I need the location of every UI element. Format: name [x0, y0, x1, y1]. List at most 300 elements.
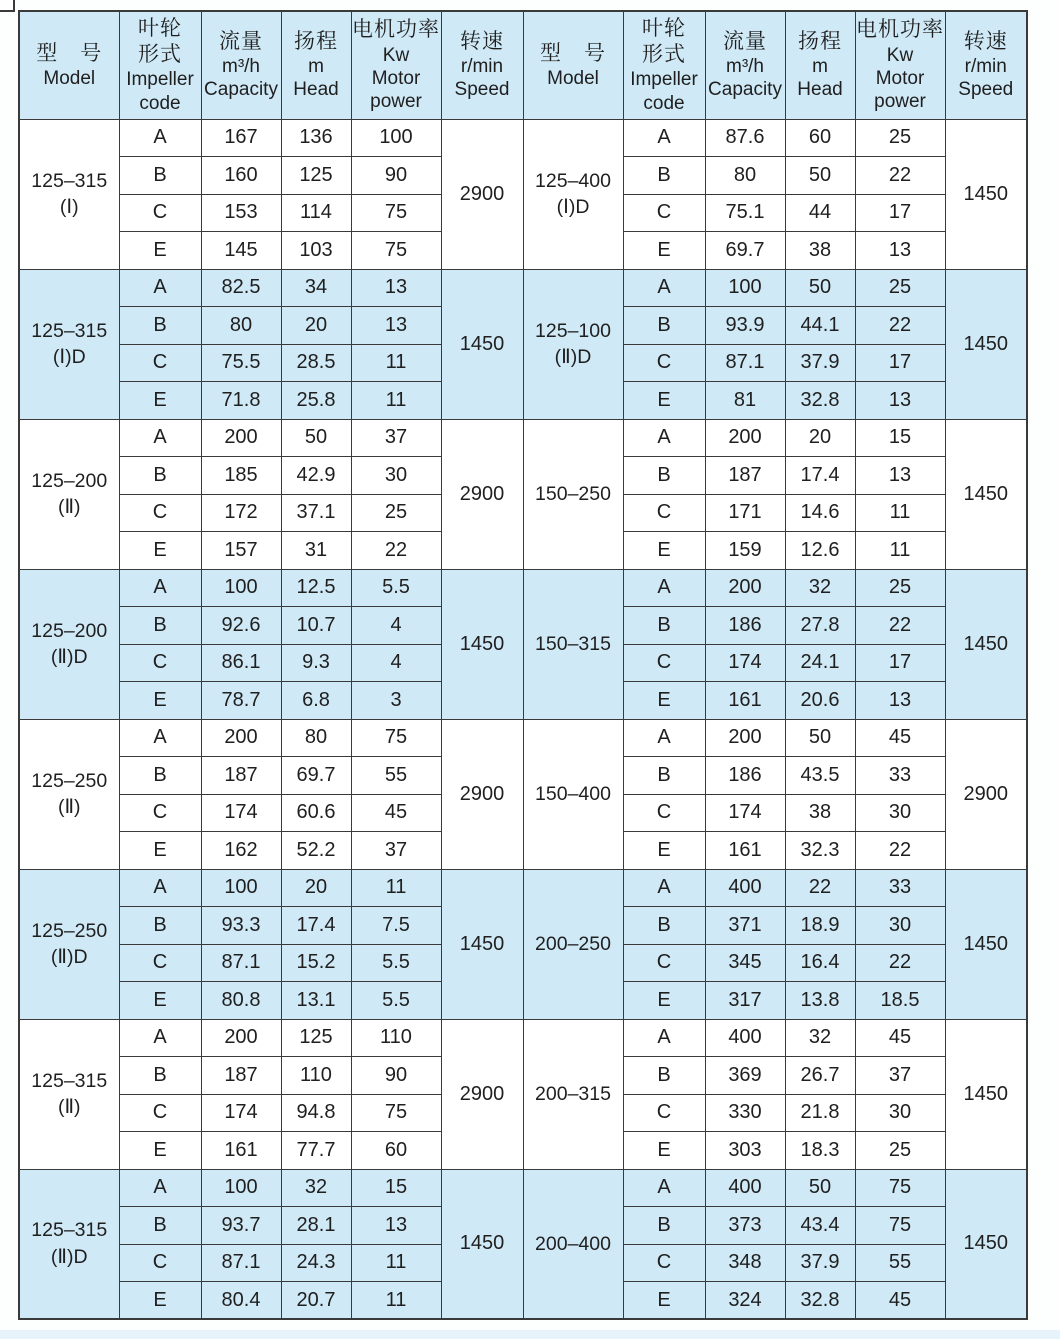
- capacity-cell: 187: [705, 457, 785, 495]
- head-cell: 80: [281, 719, 351, 757]
- header-model-zh: 型 号: [36, 41, 103, 65]
- table-row: [19, 269, 1027, 307]
- capacity-cell: 75.1: [705, 194, 785, 232]
- impeller-code-cell: A: [119, 119, 201, 157]
- impeller-code-cell: B: [623, 457, 705, 495]
- power-cell: 33: [855, 869, 945, 907]
- capacity-cell: 160: [201, 157, 281, 195]
- speed-cell-left: 2900: [441, 119, 523, 269]
- header-motor-power-en: power: [370, 90, 422, 112]
- impeller-code-cell: E: [119, 1282, 201, 1320]
- capacity-cell: 82.5: [201, 269, 281, 307]
- power-cell: 55: [855, 1244, 945, 1282]
- model-line: 125–250: [31, 919, 108, 942]
- impeller-code-cell: A: [623, 269, 705, 307]
- impeller-code-cell: C: [623, 1094, 705, 1132]
- model-cell-right: [523, 269, 623, 419]
- impeller-code-cell: B: [119, 907, 201, 945]
- header-model-zh: 型 号: [540, 41, 606, 65]
- speed-cell-left: 1450: [441, 569, 523, 719]
- header-speed: [441, 11, 523, 119]
- head-cell: 28.5: [281, 344, 351, 382]
- power-cell: 75: [855, 1207, 945, 1245]
- capacity-cell: 145: [201, 232, 281, 270]
- power-cell: 30: [351, 457, 441, 495]
- head-cell: 32: [785, 569, 855, 607]
- head-cell: 42.9: [281, 457, 351, 495]
- model-line: 150–250: [535, 482, 611, 505]
- head-cell: 20: [281, 307, 351, 345]
- model-line: 200–400: [535, 1232, 611, 1255]
- impeller-code-cell: E: [119, 982, 201, 1020]
- header-head: [785, 11, 855, 119]
- header-head-en: m: [812, 56, 828, 78]
- impeller-code-cell: A: [119, 1169, 201, 1207]
- model-cell-left: [19, 1019, 119, 1169]
- head-cell: 37.9: [785, 1244, 855, 1282]
- capacity-cell: 100: [705, 269, 785, 307]
- impeller-code-cell: A: [119, 1019, 201, 1057]
- table-row: [19, 569, 1027, 607]
- impeller-code-cell: E: [119, 1132, 201, 1170]
- head-cell: 34: [281, 269, 351, 307]
- model-line: 200–250: [535, 932, 611, 955]
- capacity-cell: 87.6: [705, 119, 785, 157]
- header-motor-power-en: Motor: [875, 67, 925, 89]
- impeller-code-cell: A: [623, 719, 705, 757]
- header-impeller-code-zh: 形式: [138, 43, 182, 67]
- impeller-code-cell: A: [623, 419, 705, 457]
- pump-spec-table: [18, 10, 1028, 1320]
- capacity-cell: 100: [201, 869, 281, 907]
- model-line: (Ⅰ): [59, 196, 79, 218]
- model-line: (Ⅰ)D: [556, 196, 590, 218]
- power-cell: 22: [855, 832, 945, 870]
- capacity-cell: 348: [705, 1244, 785, 1282]
- speed-cell-left: 1450: [441, 269, 523, 419]
- impeller-code-cell: C: [119, 644, 201, 682]
- model-cell-left: [19, 869, 119, 1019]
- table-header: [19, 11, 1027, 119]
- impeller-code-cell: C: [119, 344, 201, 382]
- model-line: (Ⅱ): [57, 796, 81, 818]
- head-cell: 20.7: [281, 1282, 351, 1320]
- header-impeller-code-en: code: [643, 92, 685, 114]
- head-cell: 24.1: [785, 644, 855, 682]
- speed-cell-right: 1450: [945, 869, 1027, 1019]
- header-impeller-code-zh: 叶轮: [642, 16, 686, 40]
- table-row: [19, 419, 1027, 457]
- power-cell: 25: [855, 269, 945, 307]
- power-cell: 100: [351, 119, 441, 157]
- power-cell: 30: [855, 794, 945, 832]
- table-row: [19, 719, 1027, 757]
- header-motor-power: [855, 11, 945, 119]
- power-cell: 13: [351, 269, 441, 307]
- head-cell: 12.6: [785, 532, 855, 570]
- model-cell-left: [19, 569, 119, 719]
- power-cell: 13: [855, 382, 945, 420]
- model-cell-left: [19, 1169, 119, 1319]
- speed-cell-left: 1450: [441, 869, 523, 1019]
- header-speed-en: Speed: [958, 79, 1014, 101]
- impeller-code-cell: A: [623, 569, 705, 607]
- power-cell: 13: [351, 307, 441, 345]
- header-capacity-en: m³/h: [222, 56, 260, 78]
- power-cell: 17: [855, 194, 945, 232]
- impeller-code-cell: C: [623, 494, 705, 532]
- capacity-cell: 81: [705, 382, 785, 420]
- capacity-cell: 87.1: [705, 344, 785, 382]
- header-speed-en: r/min: [964, 56, 1007, 78]
- capacity-cell: 87.1: [201, 944, 281, 982]
- power-cell: 110: [351, 1019, 441, 1057]
- impeller-code-cell: E: [623, 1132, 705, 1170]
- capacity-cell: 161: [705, 832, 785, 870]
- power-cell: 33: [855, 757, 945, 795]
- impeller-code-cell: A: [119, 269, 201, 307]
- power-cell: 22: [855, 157, 945, 195]
- capacity-cell: 400: [705, 1169, 785, 1207]
- model-cell-right: [523, 1169, 623, 1319]
- head-cell: 28.1: [281, 1207, 351, 1245]
- model-line: 125–200: [31, 469, 108, 492]
- table-row: [19, 1169, 1027, 1207]
- capacity-cell: 172: [201, 494, 281, 532]
- header-model-en: Model: [43, 67, 96, 89]
- impeller-code-cell: B: [119, 157, 201, 195]
- header-impeller-code-zh: 叶轮: [138, 16, 182, 40]
- model-cell-left: [19, 719, 119, 869]
- capacity-cell: 92.6: [201, 607, 281, 645]
- header-head: [281, 11, 351, 119]
- power-cell: 37: [351, 832, 441, 870]
- power-cell: 11: [351, 344, 441, 382]
- impeller-code-cell: E: [119, 382, 201, 420]
- capacity-cell: 93.7: [201, 1207, 281, 1245]
- header-motor-power-en: power: [874, 90, 926, 112]
- speed-cell-right: 1450: [945, 1019, 1027, 1169]
- impeller-code-cell: C: [119, 1094, 201, 1132]
- header-motor-power-en: Kw: [382, 44, 410, 66]
- impeller-code-cell: A: [119, 869, 201, 907]
- capacity-cell: 93.3: [201, 907, 281, 945]
- speed-cell-left: 2900: [441, 719, 523, 869]
- capacity-cell: 80: [201, 307, 281, 345]
- power-cell: 30: [855, 1094, 945, 1132]
- model-cell-right: [523, 569, 623, 719]
- power-cell: 55: [351, 757, 441, 795]
- power-cell: 45: [855, 1019, 945, 1057]
- head-cell: 44.1: [785, 307, 855, 345]
- capacity-cell: 186: [705, 757, 785, 795]
- header-row: [19, 11, 1027, 119]
- corner-notch: [0, 0, 15, 12]
- power-cell: 18.5: [855, 982, 945, 1020]
- header-capacity: [705, 11, 785, 119]
- head-cell: 32.3: [785, 832, 855, 870]
- capacity-cell: 174: [705, 794, 785, 832]
- speed-cell-right: 1450: [945, 569, 1027, 719]
- power-cell: 45: [351, 794, 441, 832]
- capacity-cell: 157: [201, 532, 281, 570]
- impeller-code-cell: E: [119, 232, 201, 270]
- power-cell: 37: [351, 419, 441, 457]
- header-motor-power-zh: 电机功率: [856, 18, 944, 42]
- head-cell: 18.3: [785, 1132, 855, 1170]
- capacity-cell: 200: [201, 1019, 281, 1057]
- impeller-code-cell: E: [623, 682, 705, 720]
- model-line: 125–315: [31, 1219, 108, 1242]
- head-cell: 37.1: [281, 494, 351, 532]
- power-cell: 30: [855, 907, 945, 945]
- header-motor-power-en: Motor: [371, 67, 421, 89]
- capacity-cell: 171: [705, 494, 785, 532]
- capacity-cell: 174: [201, 794, 281, 832]
- capacity-cell: 200: [705, 569, 785, 607]
- power-cell: 13: [855, 682, 945, 720]
- impeller-code-cell: E: [623, 832, 705, 870]
- header-capacity-zh: 流量: [219, 29, 263, 53]
- power-cell: 5.5: [351, 944, 441, 982]
- power-cell: 7.5: [351, 907, 441, 945]
- model-cell-right: [523, 869, 623, 1019]
- header-model-en: Model: [547, 67, 599, 89]
- impeller-code-cell: E: [623, 382, 705, 420]
- power-cell: 45: [855, 719, 945, 757]
- impeller-code-cell: C: [623, 194, 705, 232]
- head-cell: 16.4: [785, 944, 855, 982]
- head-cell: 20.6: [785, 682, 855, 720]
- impeller-code-cell: B: [623, 1057, 705, 1095]
- power-cell: 75: [351, 232, 441, 270]
- impeller-code-cell: B: [623, 907, 705, 945]
- impeller-code-cell: C: [119, 944, 201, 982]
- model-cell-right: [523, 419, 623, 569]
- head-cell: 13.8: [785, 982, 855, 1020]
- head-cell: 69.7: [281, 757, 351, 795]
- capacity-cell: 153: [201, 194, 281, 232]
- capacity-cell: 80.8: [201, 982, 281, 1020]
- impeller-code-cell: B: [119, 1057, 201, 1095]
- impeller-code-cell: B: [623, 1207, 705, 1245]
- power-cell: 11: [351, 1282, 441, 1320]
- model-line: (Ⅰ)D: [52, 346, 86, 368]
- model-line: 125–400: [535, 169, 611, 192]
- model-line: 125–250: [31, 769, 108, 792]
- capacity-cell: 373: [705, 1207, 785, 1245]
- power-cell: 17: [855, 644, 945, 682]
- head-cell: 31: [281, 532, 351, 570]
- speed-cell-left: 2900: [441, 419, 523, 569]
- head-cell: 18.9: [785, 907, 855, 945]
- power-cell: 11: [855, 494, 945, 532]
- impeller-code-cell: E: [623, 1282, 705, 1320]
- model-line: 200–315: [535, 1082, 611, 1105]
- speed-cell-left: 1450: [441, 1169, 523, 1319]
- capacity-cell: 200: [201, 719, 281, 757]
- header-motor-power: [351, 11, 441, 119]
- power-cell: 45: [855, 1282, 945, 1320]
- head-cell: 32: [785, 1019, 855, 1057]
- model-line: (Ⅱ)D: [50, 646, 88, 668]
- header-head-zh: 扬程: [294, 29, 338, 53]
- power-cell: 11: [351, 1244, 441, 1282]
- header-speed-zh: 转速: [963, 29, 1008, 53]
- model-line: 125–100: [535, 319, 611, 342]
- impeller-code-cell: A: [119, 419, 201, 457]
- capacity-cell: 78.7: [201, 682, 281, 720]
- model-cell-right: [523, 119, 623, 269]
- speed-cell-right: 1450: [945, 119, 1027, 269]
- header-impeller-code-zh: 形式: [642, 43, 686, 67]
- header-head-en: Head: [293, 79, 339, 101]
- model-line: (Ⅱ): [57, 496, 81, 518]
- impeller-code-cell: B: [119, 307, 201, 345]
- capacity-cell: 71.8: [201, 382, 281, 420]
- head-cell: 32: [281, 1169, 351, 1207]
- capacity-cell: 400: [705, 869, 785, 907]
- model-line: 125–315: [31, 319, 108, 342]
- power-cell: 25: [351, 494, 441, 532]
- header-motor-power-zh: 电机功率: [352, 18, 440, 42]
- power-cell: 11: [855, 532, 945, 570]
- header-impeller-code: [119, 11, 201, 119]
- impeller-code-cell: C: [623, 344, 705, 382]
- capacity-cell: 174: [705, 644, 785, 682]
- capacity-cell: 187: [201, 757, 281, 795]
- head-cell: 44: [785, 194, 855, 232]
- head-cell: 21.8: [785, 1094, 855, 1132]
- speed-cell-right: 1450: [945, 419, 1027, 569]
- head-cell: 32.8: [785, 1282, 855, 1320]
- capacity-cell: 185: [201, 457, 281, 495]
- head-cell: 38: [785, 232, 855, 270]
- power-cell: 22: [855, 307, 945, 345]
- speed-cell-left: 2900: [441, 1019, 523, 1169]
- head-cell: 15.2: [281, 944, 351, 982]
- speed-cell-right: 1450: [945, 1169, 1027, 1319]
- impeller-code-cell: C: [623, 644, 705, 682]
- capacity-cell: 161: [201, 1132, 281, 1170]
- power-cell: 5.5: [351, 982, 441, 1020]
- power-cell: 25: [855, 119, 945, 157]
- power-cell: 22: [351, 532, 441, 570]
- capacity-cell: 167: [201, 119, 281, 157]
- head-cell: 43.4: [785, 1207, 855, 1245]
- impeller-code-cell: E: [119, 532, 201, 570]
- header-capacity-en: Capacity: [708, 79, 782, 101]
- head-cell: 50: [785, 157, 855, 195]
- power-cell: 22: [855, 607, 945, 645]
- power-cell: 75: [351, 1094, 441, 1132]
- model-cell-left: [19, 419, 119, 569]
- header-impeller-code: [623, 11, 705, 119]
- power-cell: 75: [351, 194, 441, 232]
- capacity-cell: 69.7: [705, 232, 785, 270]
- header-head-en: Head: [797, 79, 843, 101]
- head-cell: 136: [281, 119, 351, 157]
- capacity-cell: 162: [201, 832, 281, 870]
- capacity-cell: 324: [705, 1282, 785, 1320]
- head-cell: 26.7: [785, 1057, 855, 1095]
- table-row: [19, 869, 1027, 907]
- head-cell: 17.4: [281, 907, 351, 945]
- power-cell: 37: [855, 1057, 945, 1095]
- capacity-cell: 161: [705, 682, 785, 720]
- header-impeller-code-en: Impeller: [630, 69, 698, 91]
- impeller-code-cell: C: [623, 1244, 705, 1282]
- capacity-cell: 371: [705, 907, 785, 945]
- power-cell: 25: [855, 1132, 945, 1170]
- impeller-code-cell: E: [119, 682, 201, 720]
- power-cell: 15: [855, 419, 945, 457]
- impeller-code-cell: C: [623, 944, 705, 982]
- head-cell: 60.6: [281, 794, 351, 832]
- power-cell: 11: [351, 382, 441, 420]
- head-cell: 10.7: [281, 607, 351, 645]
- capacity-cell: 200: [201, 419, 281, 457]
- power-cell: 15: [351, 1169, 441, 1207]
- impeller-code-cell: A: [623, 869, 705, 907]
- header-capacity-en: m³/h: [726, 56, 764, 78]
- head-cell: 27.8: [785, 607, 855, 645]
- capacity-cell: 317: [705, 982, 785, 1020]
- impeller-code-cell: B: [119, 607, 201, 645]
- capacity-cell: 93.9: [705, 307, 785, 345]
- model-line: (Ⅱ)D: [554, 346, 592, 368]
- impeller-code-cell: B: [623, 307, 705, 345]
- header-head-en: m: [308, 56, 324, 78]
- header-impeller-code-en: code: [139, 92, 181, 114]
- head-cell: 17.4: [785, 457, 855, 495]
- impeller-code-cell: E: [623, 532, 705, 570]
- head-cell: 125: [281, 1019, 351, 1057]
- impeller-code-cell: C: [119, 494, 201, 532]
- head-cell: 52.2: [281, 832, 351, 870]
- head-cell: 22: [785, 869, 855, 907]
- impeller-code-cell: B: [623, 157, 705, 195]
- model-line: (Ⅱ)D: [50, 946, 88, 968]
- head-cell: 13.1: [281, 982, 351, 1020]
- model-line: (Ⅱ)D: [50, 1245, 88, 1268]
- header-capacity: [201, 11, 281, 119]
- header-speed-en: r/min: [460, 56, 504, 78]
- head-cell: 32.8: [785, 382, 855, 420]
- header-capacity-zh: 流量: [723, 29, 767, 53]
- model-line: 125–315: [31, 169, 108, 192]
- impeller-code-cell: B: [119, 1207, 201, 1245]
- model-line: 150–315: [535, 632, 611, 655]
- head-cell: 50: [785, 719, 855, 757]
- head-cell: 60: [785, 119, 855, 157]
- head-cell: 77.7: [281, 1132, 351, 1170]
- header-impeller-code-en: Impeller: [126, 69, 194, 91]
- impeller-code-cell: A: [623, 1019, 705, 1057]
- capacity-cell: 400: [705, 1019, 785, 1057]
- capacity-cell: 80.4: [201, 1282, 281, 1320]
- model-line: (Ⅱ): [57, 1096, 81, 1118]
- capacity-cell: 200: [705, 719, 785, 757]
- model-cell-left: [19, 269, 119, 419]
- power-cell: 90: [351, 1057, 441, 1095]
- power-cell: 60: [351, 1132, 441, 1170]
- impeller-code-cell: C: [119, 794, 201, 832]
- head-cell: 37.9: [785, 344, 855, 382]
- header-model: [523, 11, 623, 119]
- impeller-code-cell: B: [119, 457, 201, 495]
- impeller-code-cell: A: [623, 1169, 705, 1207]
